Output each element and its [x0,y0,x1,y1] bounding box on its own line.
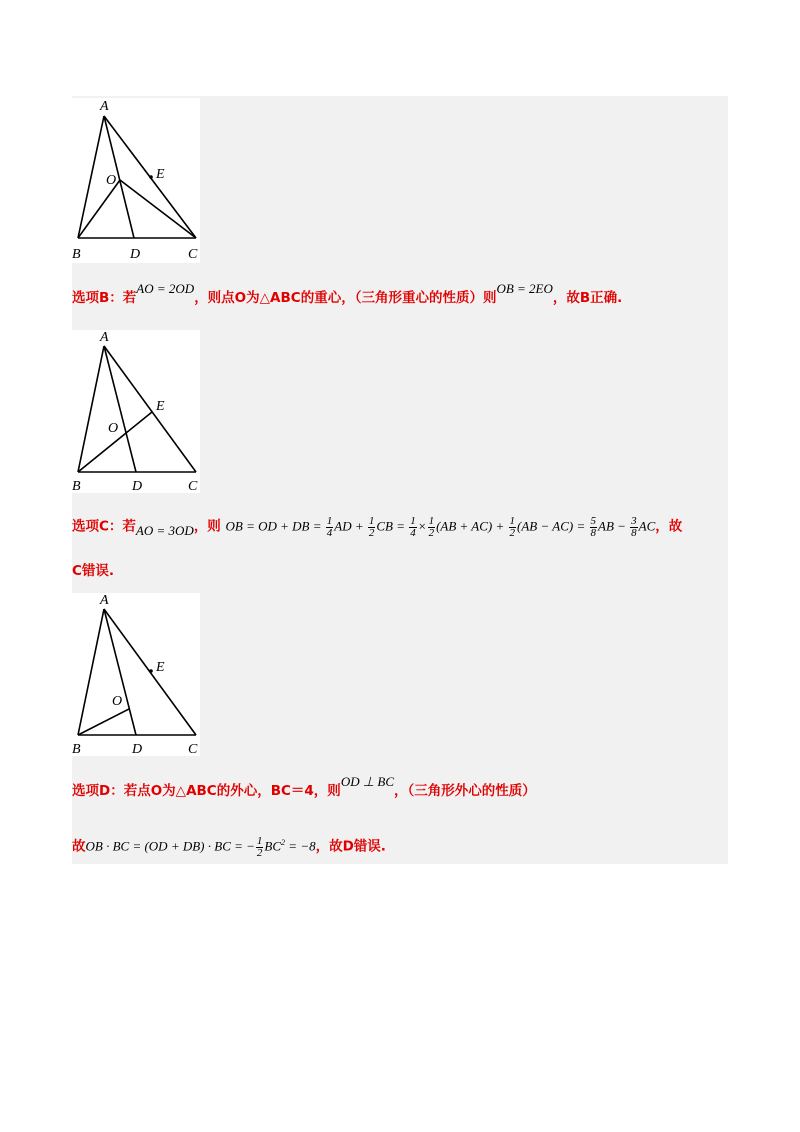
option-b-result: OB = 2EO [496,281,553,296]
vertex-label-b: B [72,247,81,262]
triangle-figure-3 [72,593,200,756]
option-c-prefix: 选项C：若 [72,518,136,535]
option-d-suffix-2: ，故D错误. [315,838,386,855]
frac-den: 2 [368,527,375,539]
fraction-one-quarter [326,516,334,539]
expr-result: = −8 [288,838,316,854]
vertex-label-c: C [188,479,198,493]
term-diff: (AB − AC) = [517,518,586,534]
vertex-label-e: E [156,399,165,414]
term-sum: (AB + AC) + [436,518,505,534]
option-d-therefore: 故 [72,838,86,855]
vertex-label-d: D [130,247,141,262]
triangle-figure-2 [72,330,200,493]
frac-num: 3 [631,515,637,527]
expr-lhs: OB · BC = [85,838,142,854]
frac-den: 4 [326,527,333,539]
triangle-figure-1 [72,98,200,263]
option-b-middle: ，则点O为△ABC的重心，（三角形重心的性质）则 [194,290,497,306]
expr-bc: BC [264,838,282,854]
frac-num: 1 [410,515,416,527]
term-ab: AB − [598,518,626,534]
vertex-label-e: E [156,167,165,182]
option-b-suffix: ，故B正确. [552,290,623,306]
frac-num: 5 [590,515,596,527]
option-d-line-1 [72,774,536,801]
frac-den: 2 [256,846,263,859]
expr-square: 2 [281,838,286,847]
vertex-label-d: D [132,742,143,756]
expr-start: OB = OD + DB = [225,518,322,534]
vertex-label-c: C [188,247,198,262]
option-c-condition: AO = 3OD [135,523,194,539]
vertex-label-c: C [188,742,198,756]
term-cb: CB = [376,518,406,534]
option-c-suffix-2: C错误. [72,563,115,579]
option-d-line-2 [72,833,386,859]
option-c-expression [226,516,656,539]
frac-num: 1 [509,515,516,527]
vertex-label-o: O [108,421,119,436]
vertex-label-o: O [106,173,117,188]
frac-num: 1 [368,515,375,527]
option-c-suffix-1: ，故 [655,518,683,535]
option-b-condition: AO = 2OD [136,281,195,296]
fraction-one-half [509,516,517,539]
vertex-label-b: B [72,479,81,493]
frac-den: 8 [631,527,637,539]
frac-den: 4 [410,527,416,539]
option-c-line-1 [72,516,682,539]
fraction-five-eighths [590,516,598,539]
frac-den: 2 [509,527,516,539]
expr-mid: (OD + DB) · BC = − [144,838,255,854]
term-ad: AD + [334,518,364,534]
vertex-label-o: O [112,694,123,709]
fraction-one-half [368,516,376,539]
times-sign: × [417,518,427,534]
option-c-line-2 [72,561,114,581]
fraction-one-half [428,516,436,539]
option-b-prefix: 选项B：若 [72,290,137,306]
option-d-suffix-1: ，（三角形外心的性质） [394,783,536,799]
frac-num: 1 [326,515,333,527]
vertex-label-a: A [100,330,109,345]
option-b-text [72,281,623,308]
frac-num: 1 [428,515,435,527]
vertex-label-d: D [132,479,143,493]
vertex-label-b: B [72,742,81,756]
frac-den: 2 [428,527,435,539]
vertex-label-a: A [100,593,109,608]
frac-num: 1 [256,834,263,847]
fraction-one-half [256,836,264,859]
option-d-perpendicular: OD ⊥ BC [340,774,395,789]
option-c-then: ，则 [193,518,221,535]
vertex-label-a: A [100,99,109,114]
vertex-label-e: E [156,660,165,675]
option-d-expression [86,833,316,859]
frac-den: 8 [590,527,596,539]
fraction-three-eighths [630,516,638,539]
term-ac: AC [638,518,656,534]
option-d-prefix: 选项D：若点O为△ABC的外心，BC＝4，则 [72,783,341,799]
fraction-one-quarter [409,516,417,539]
